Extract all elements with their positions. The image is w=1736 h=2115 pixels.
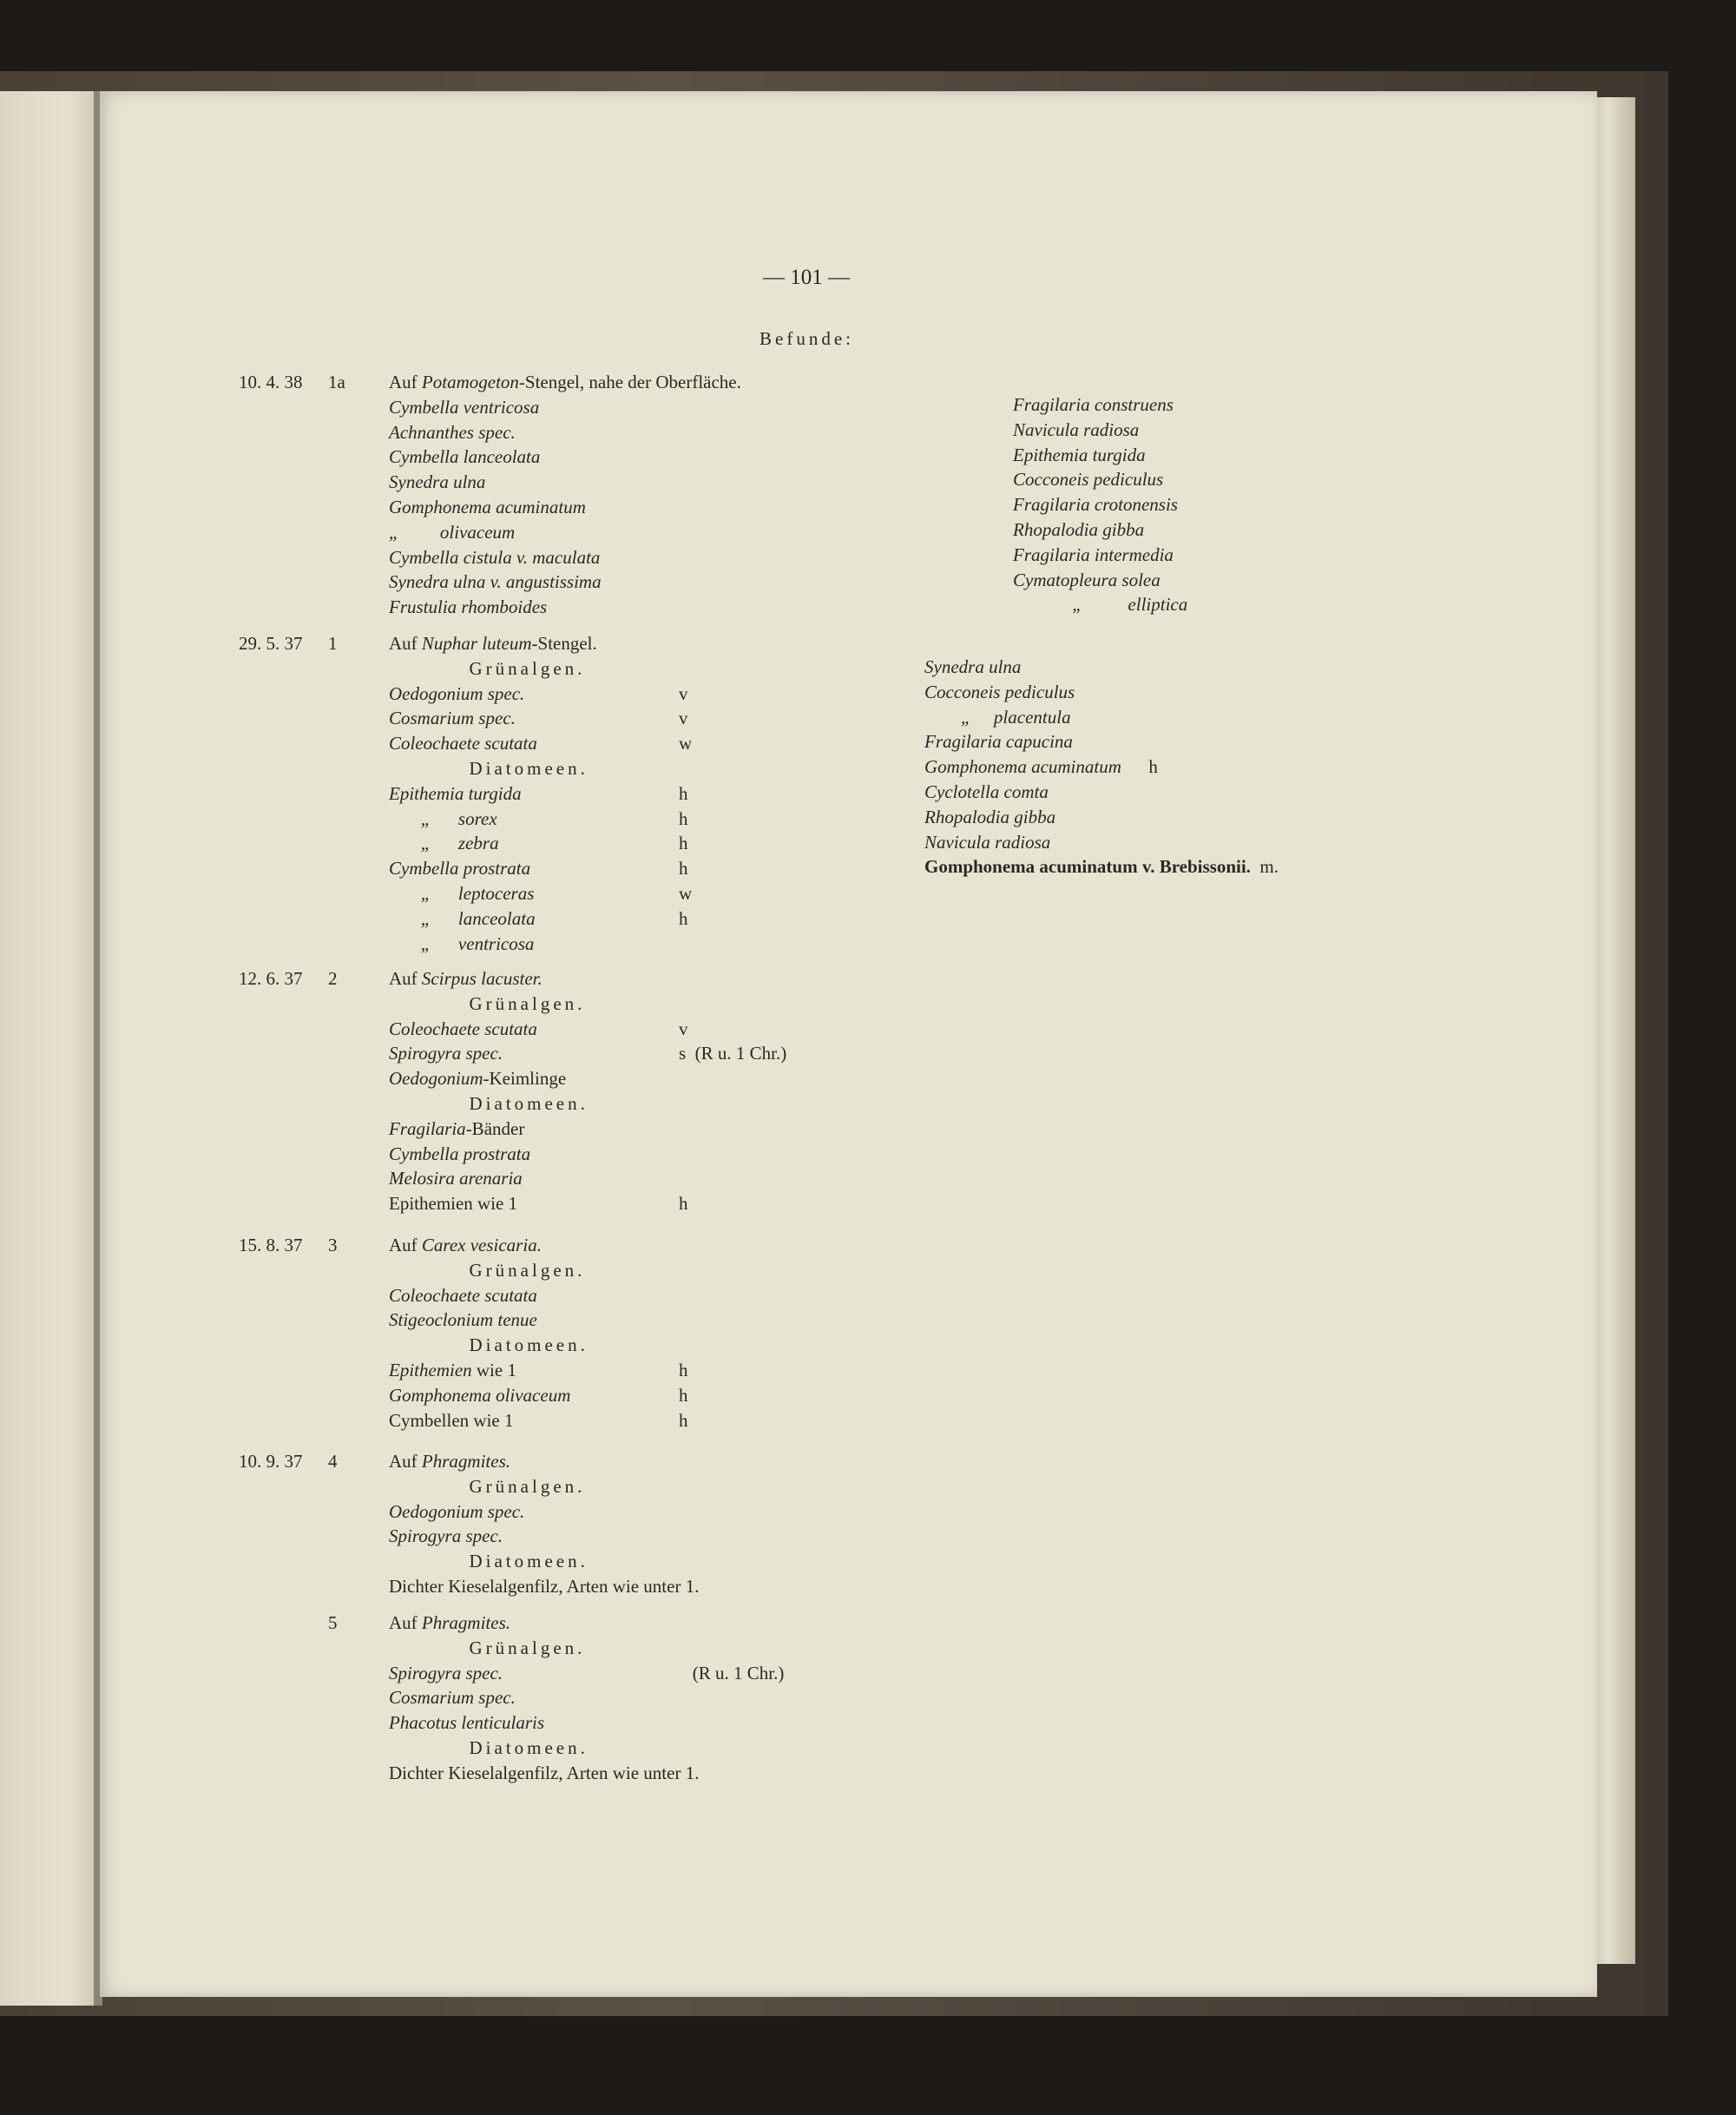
taxon-line: Cymbella cistula v. maculata [389, 546, 601, 568]
taxon-line: Spirogyra spec. [389, 1662, 503, 1683]
taxon-line: Epithemia turgida [1013, 444, 1146, 465]
taxon-line: Epithemia turgida [389, 782, 522, 804]
taxon-line: Coleochaete scutata [389, 733, 537, 754]
taxon-line: Synedra ulna [924, 656, 1022, 677]
abundance-mark: h [679, 907, 688, 929]
group-heading: Grünalgen. [389, 1475, 586, 1497]
taxon-line: Spirogyra spec. [389, 1043, 503, 1064]
abundance-mark: h [679, 1360, 688, 1380]
abundance-mark: h [679, 782, 688, 804]
taxon-line: Cymatopleura solea [1013, 569, 1161, 590]
substrate-line: Auf Carex vesicaria. [389, 1235, 542, 1255]
taxon-line: Gomphonema olivaceum [389, 1384, 571, 1406]
left-page-edge [0, 91, 97, 2006]
taxon-line: „ elliptica [1013, 594, 1188, 616]
taxon-line: Oedogonium spec. [389, 1500, 525, 1522]
taxon-line: Gomphonema acuminatum h [924, 756, 1158, 778]
taxon-line: „ ventricosa [389, 932, 535, 954]
taxon-line: Coleochaete scutata [389, 1018, 537, 1039]
taxon-line: „ olivaceum [389, 521, 516, 543]
taxon-line: Fragilaria construens [1013, 394, 1174, 415]
taxon-line: Gomphonema acuminatum [389, 497, 586, 517]
substrate-line: Auf Nuphar luteum-Stengel. [389, 633, 597, 654]
taxon-line: Cyclotella comta [924, 781, 1049, 802]
abundance-mark: w [679, 883, 693, 904]
taxon-line: Cymbella prostrata [389, 858, 531, 880]
taxon-line: Stigeoclonium tenue [389, 1309, 537, 1331]
abundance-mark: v [679, 682, 688, 704]
abundance-mark: v [679, 1018, 688, 1039]
abundance-mark: s (R u. 1 Chr.) [679, 1043, 787, 1064]
abundance-mark: h [679, 858, 688, 880]
taxon-line: Fragilaria crotonensis [1013, 494, 1178, 516]
taxon-line: Cosmarium spec. [389, 1687, 516, 1709]
taxon-line: „ sorex [389, 807, 497, 829]
entry-number: 2 [328, 968, 338, 989]
document-page [100, 91, 1597, 1997]
abundance-mark: h [679, 1384, 688, 1406]
substrate-line: Auf Phragmites. [389, 1451, 510, 1472]
substrate-line: Auf Scirpus lacuster. [389, 968, 542, 989]
taxon-line: Synedra ulna [389, 471, 486, 493]
group-heading: Grünalgen. [389, 992, 586, 1014]
entry-number: 5 [328, 1612, 338, 1633]
taxon-line: Frustulia rhomboides [389, 596, 548, 618]
taxon-line: Fragilaria-Bänder [389, 1117, 525, 1139]
taxon-line: Dichter Kieselalgenfilz, Arten wie unter 1. [389, 1576, 700, 1597]
entry-date: 10. 9. 37 [239, 1451, 303, 1472]
section-heading: Befunde: [760, 328, 854, 349]
abundance-mark: h [679, 833, 688, 854]
taxon-line: Phacotus lenticularis [389, 1712, 545, 1734]
abundance-mark: h [679, 1409, 688, 1431]
entry-number: 1 [328, 633, 338, 654]
taxon-line: Cosmarium spec. [389, 708, 516, 729]
taxon-line: Rhopalodia gibba [1013, 519, 1145, 540]
group-heading: Diatomeen. [389, 1093, 589, 1114]
substrate-line: Auf Phragmites. [389, 1612, 510, 1633]
abundance-mark: h [679, 807, 688, 829]
taxon-line: Coleochaete scutata [389, 1284, 537, 1306]
taxon-line: Epithemien wie 1 [389, 1360, 516, 1380]
group-heading: Grünalgen. [389, 1637, 586, 1658]
group-heading: Diatomeen. [389, 758, 589, 779]
taxon-line: Gomphonema acuminatum v. Brebissonii. m. [924, 856, 1279, 878]
taxon-line: Navicula radiosa [924, 831, 1051, 853]
taxon-line: Oedogonium spec. [389, 682, 525, 704]
taxon-line: Fragilaria intermedia [1013, 544, 1174, 565]
group-heading: Diatomeen. [389, 1334, 589, 1356]
taxon-line: Cymbella ventricosa [389, 396, 540, 418]
taxon-line: Melosira arenaria [389, 1168, 523, 1189]
taxon-line: Rhopalodia gibba [924, 806, 1056, 827]
entry-number: 4 [328, 1451, 338, 1472]
taxon-line: Navicula radiosa [1013, 418, 1140, 440]
taxon-line: Cocconeis pediculus [1013, 469, 1164, 491]
entry-number: 1a [328, 372, 345, 392]
group-heading: Diatomeen. [389, 1737, 589, 1758]
taxon-line: Cymbellen wie 1 [389, 1409, 514, 1431]
entry-number: 3 [328, 1235, 338, 1255]
abundance-mark: v [679, 708, 688, 729]
substrate-line: Auf Potamogeton-Stengel, nahe der Oberfläche. [389, 372, 741, 392]
taxon-line: Cymbella lanceolata [389, 446, 541, 468]
taxon-line: „ leptoceras [389, 883, 535, 904]
taxon-line: „ zebra [389, 833, 499, 854]
taxon-line: Dichter Kieselalgenfilz, Arten wie unter 1. [389, 1762, 700, 1783]
group-heading: Grünalgen. [389, 1259, 586, 1281]
taxon-line: Cocconeis pediculus [924, 681, 1075, 702]
abundance-mark: w [679, 733, 693, 754]
taxon-line: Spirogyra spec. [389, 1525, 503, 1547]
entry-date: 12. 6. 37 [239, 968, 303, 989]
taxon-line: Oedogonium-Keimlinge [389, 1068, 567, 1090]
entry-date: 15. 8. 37 [239, 1235, 303, 1255]
taxon-line: Cymbella prostrata [389, 1143, 531, 1164]
taxon-line: „ placentula [924, 706, 1071, 728]
page-number: — 101 — [763, 266, 850, 289]
taxon-line: Synedra ulna v. angustissima [389, 571, 602, 593]
taxon-line: Epithemien wie 1 [389, 1193, 518, 1215]
group-heading: Diatomeen. [389, 1551, 589, 1572]
abundance-mark: h [679, 1193, 688, 1215]
abundance-mark: (R u. 1 Chr.) [679, 1662, 785, 1683]
entry-date: 10. 4. 38 [239, 372, 303, 392]
taxon-line: „ lanceolata [389, 907, 536, 929]
entry-date: 29. 5. 37 [239, 633, 303, 654]
group-heading: Grünalgen. [389, 657, 586, 679]
taxon-line: Achnanthes spec. [389, 421, 516, 443]
taxon-line: Fragilaria capucina [924, 731, 1073, 753]
